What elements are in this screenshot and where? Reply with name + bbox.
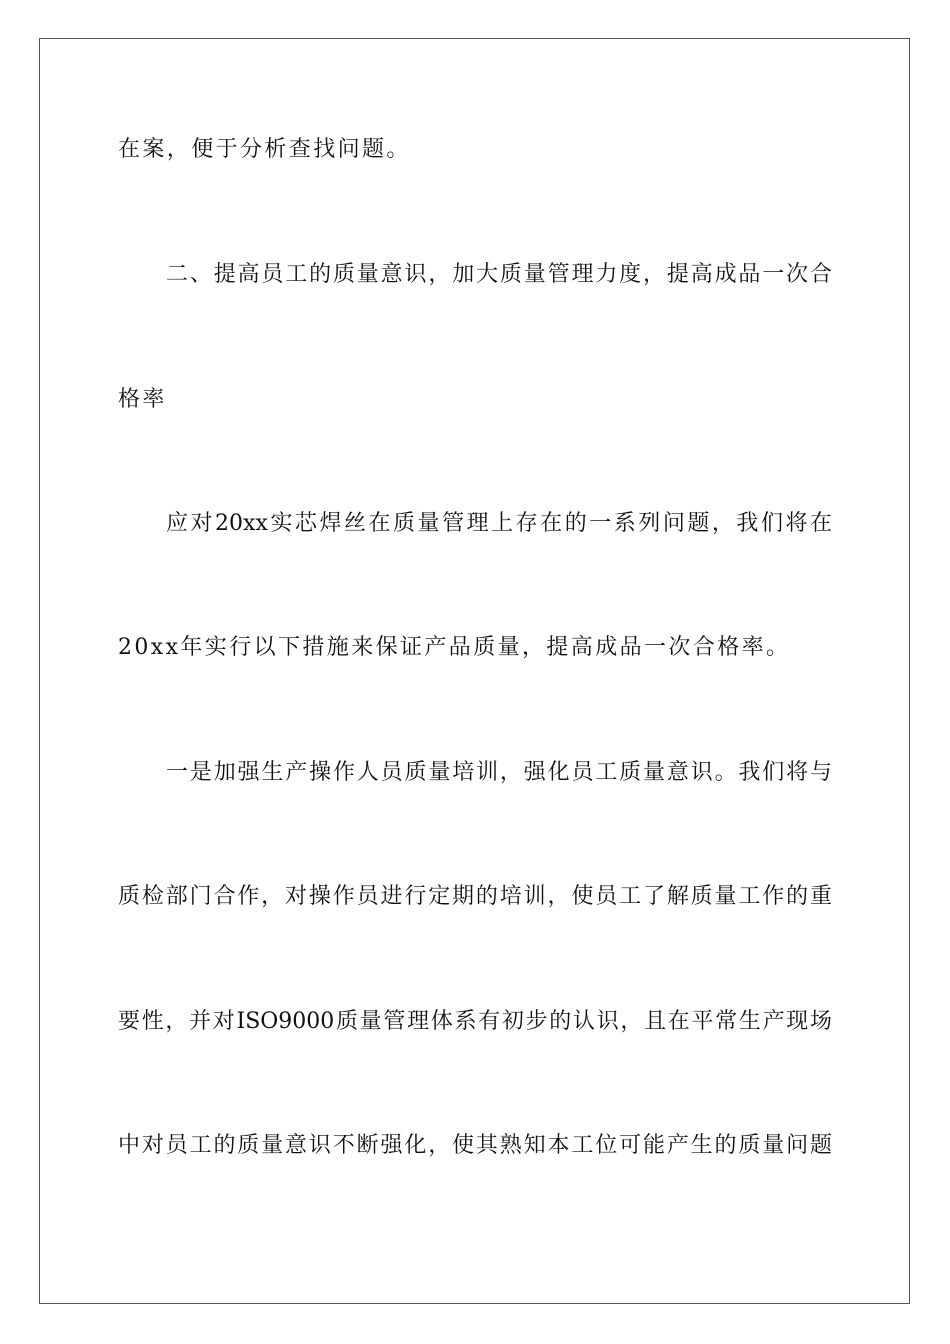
text-line-1: 在案，便于分析查找问题。	[118, 137, 411, 162]
section-heading-2-cont: 格率	[118, 387, 167, 412]
paragraph-2-line-4: 中对员工的质量意识不断强化，使其熟知本工位可能产生的质量问题	[118, 1133, 832, 1158]
paragraph-1-line-1: 应对20xx实芯焊丝在质量管理上存在的一系列问题，我们将在	[166, 511, 832, 536]
paragraph-2-line-3: 要性，并对ISO9000质量管理体系有初步的认识，且在平常生产现场	[118, 1009, 832, 1034]
paragraph-2-line-1: 一是加强生产操作人员质量培训，强化员工质量意识。我们将与	[166, 760, 832, 785]
page-border	[39, 38, 910, 1304]
paragraph-2-line-2: 质检部门合作，对操作员进行定期的培训，使员工了解质量工作的重	[118, 884, 832, 909]
section-heading-2: 二、提高员工的质量意识，加大质量管理力度，提高成品一次合	[166, 262, 832, 287]
paragraph-1-line-2: 20xx年实行以下措施来保证产品质量，提高成品一次合格率。	[118, 635, 791, 660]
